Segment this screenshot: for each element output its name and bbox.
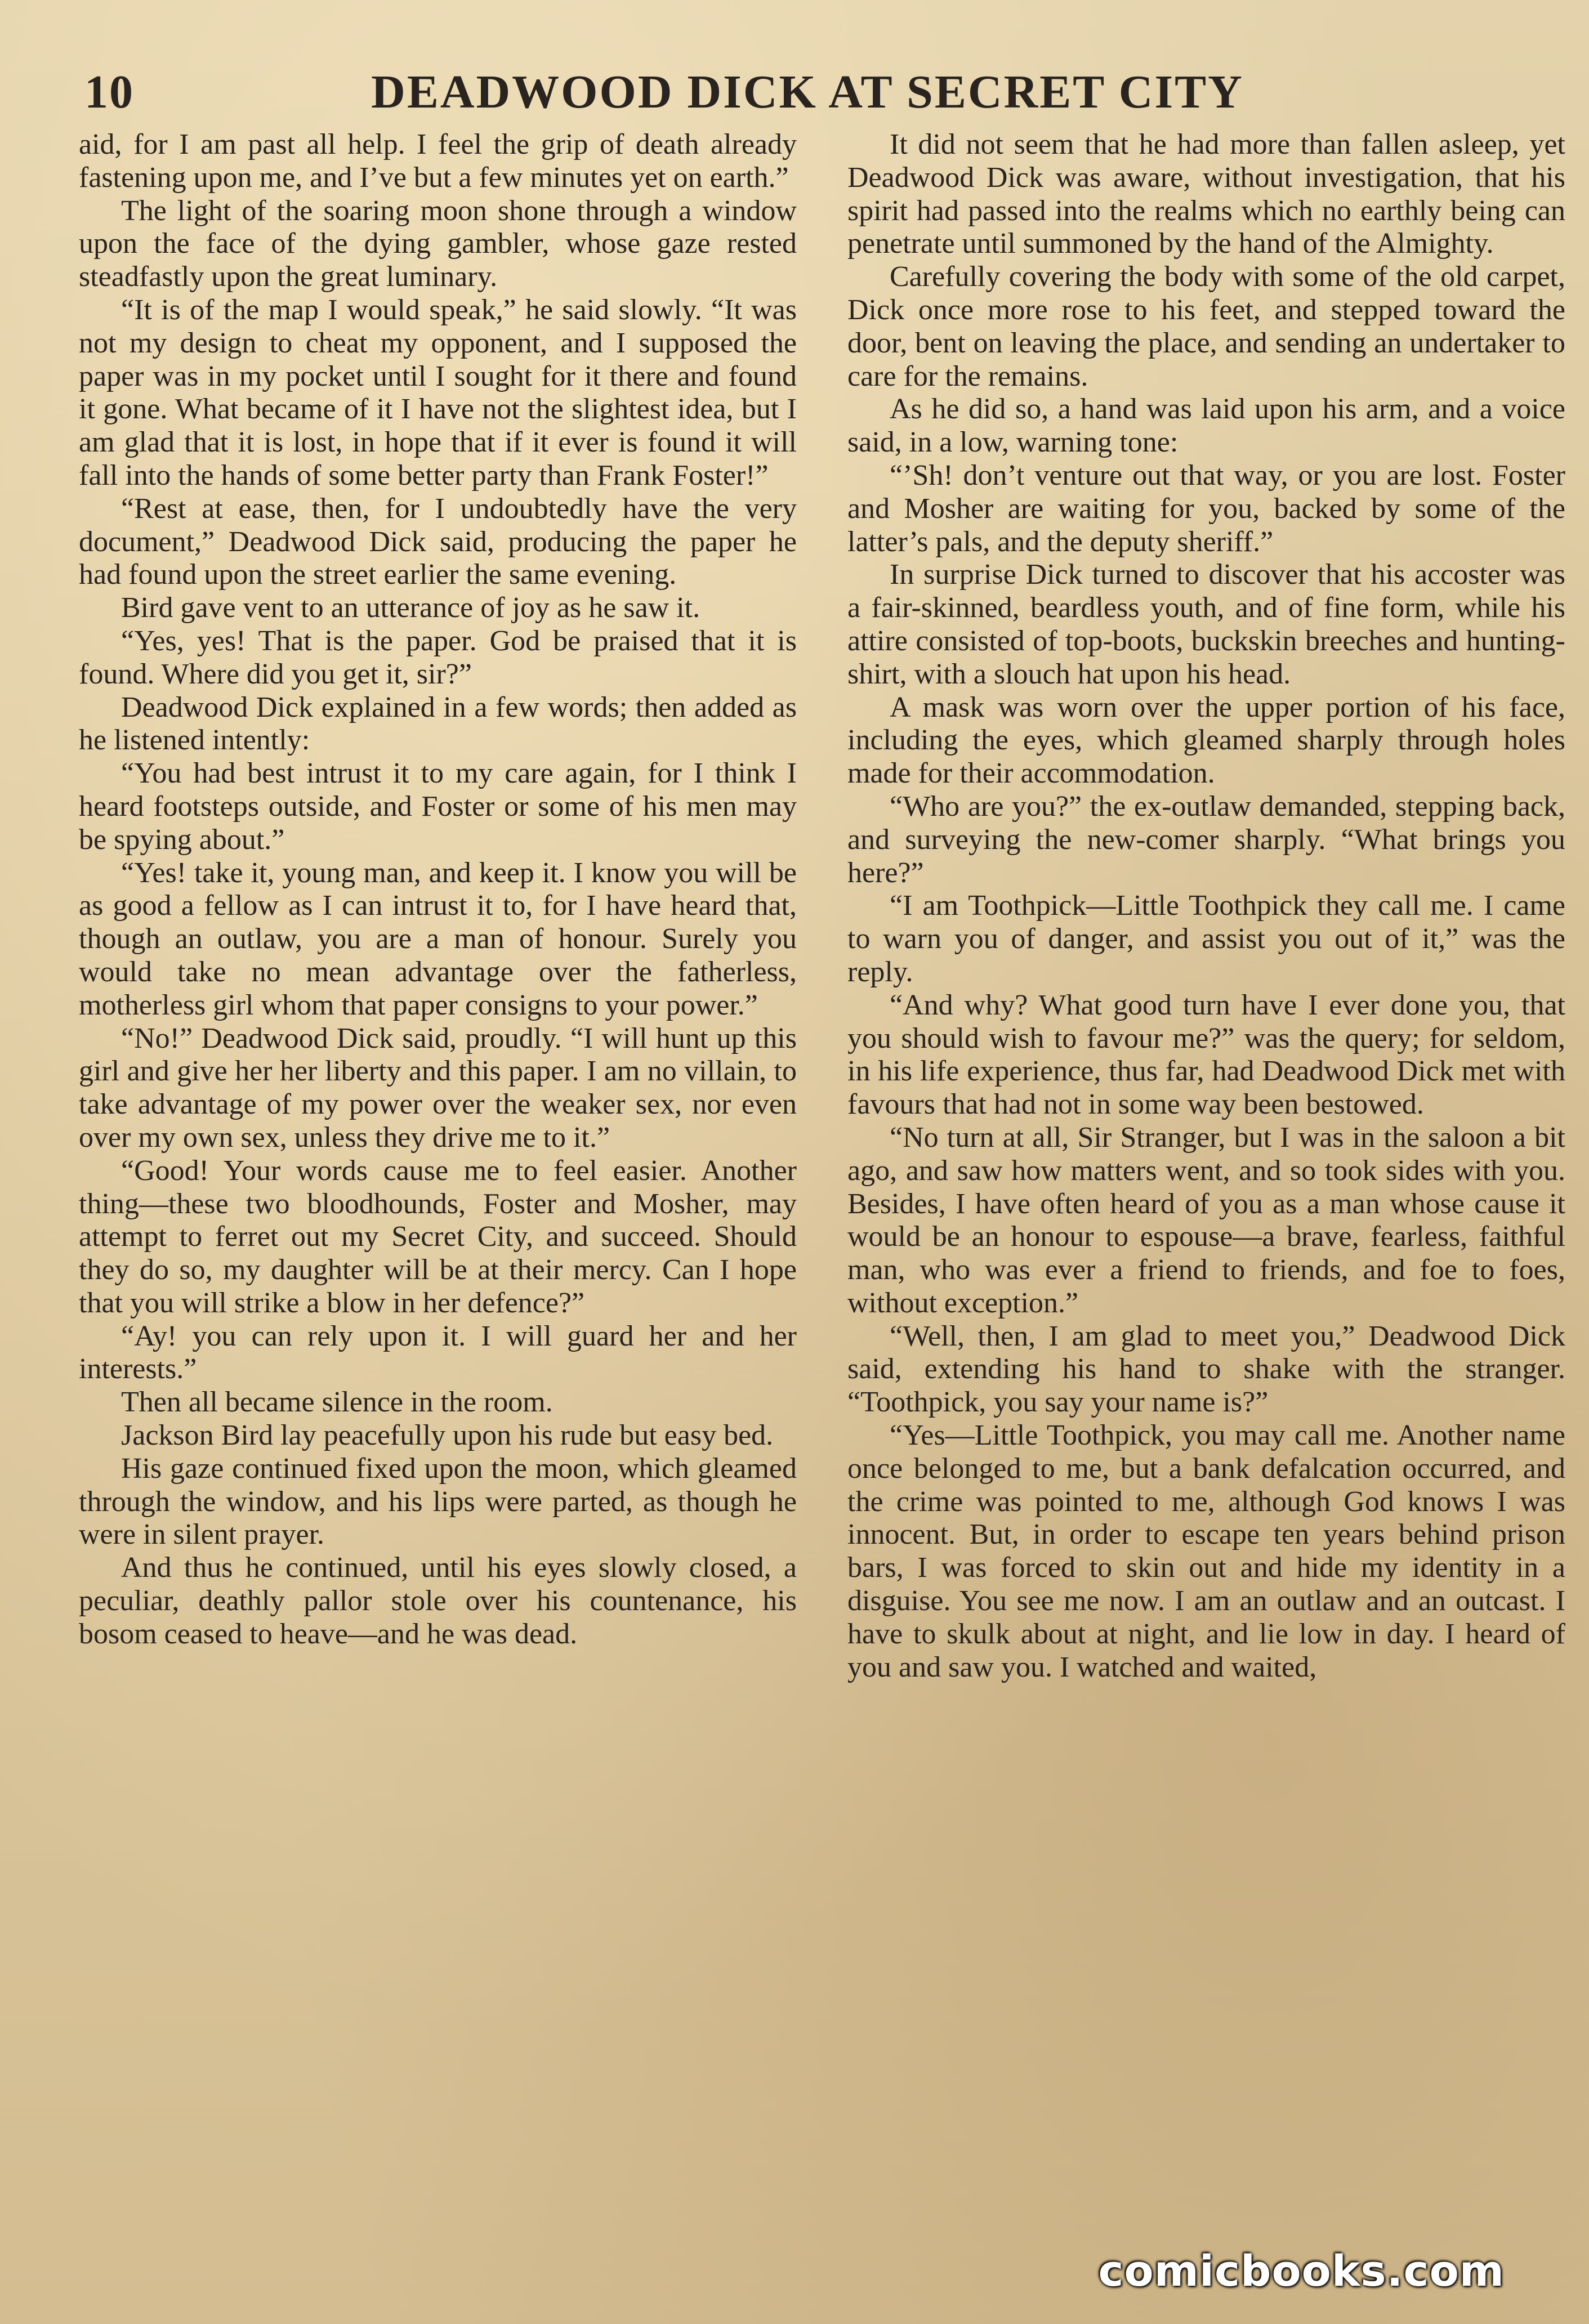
page-header xyxy=(84,61,1503,123)
paragraph: His gaze continued fixed upon the moon, which gleamed through the window, and his lips were parted, as though he were in silent prayer. xyxy=(79,1452,797,1551)
paragraph: “You had best intrust it to my care again, for I think I heard footsteps outside, and Foster or some of his men may be spying about.” xyxy=(79,757,797,856)
right-column xyxy=(847,128,1565,1684)
paragraph: And thus he continued, until his eyes slowly closed, a peculiar, deathly pallor stole over his countenance, his bosom ceased to heave—and he was dead. xyxy=(79,1552,797,1650)
paragraph: “I am Toothpick—Little Toothpick they call me. I came to warn you of danger, and assist you out of it,” was the reply. xyxy=(847,890,1565,988)
paragraph: Bird gave vent to an utterance of joy as he saw it. xyxy=(121,592,700,624)
paragraph: “Rest at ease, then, for I undoubtedly have the very document,” Deadwood Dick said, producing the paper he had found upon the street earlier the same evening. xyxy=(79,492,797,591)
paragraph: “Yes, yes! That is the paper. God be praised that it is found. Where did you get it, sir?” xyxy=(79,624,797,690)
paragraph: Carefully covering the body with some of the old carpet, Dick once more rose to his feet, and stepped toward the door, bent on leaving the place, and sending an undertaker to care for the remains. xyxy=(847,261,1565,392)
paragraph: Then all became silence in the room. xyxy=(121,1386,553,1419)
site-watermark: comicbooks.com xyxy=(1098,2246,1505,2296)
paragraph: “Yes! take it, young man, and keep it. I know you will be as good a fellow as I can intrust it to, for I have heard that, though an outlaw, you are a man of honour. Surely you would take no mean advantage over the fatherless, motherless girl whom that paper consigns to your power.” xyxy=(79,856,797,1021)
paragraph: A mask was worn over the upper portion of his face, including the eyes, which gleamed sharply through holes made for their accommodation. xyxy=(847,691,1565,790)
paragraph: “’Sh! don’t venture out that way, or you are lost. Foster and Mosher are waiting for you, backed by some of the latter’s pals, and the deputy sheriff.” xyxy=(847,459,1565,558)
paragraph: aid, for I am past all help. I feel the grip of death already fastening upon me, and I’ve but a few minutes yet on earth.” xyxy=(79,128,797,194)
paragraph: “Well, then, I am glad to meet you,” Deadwood Dick said, extending his hand to shake with the stranger. “Toothpick, you say your name is?” xyxy=(847,1320,1565,1419)
running-title: DEADWOOD DICK AT SECRET CITY xyxy=(371,65,1244,118)
left-column xyxy=(79,128,797,1651)
page-number: 10 xyxy=(84,65,134,118)
paragraph: “Who are you?” the ex-outlaw demanded, stepping back, and surveying the new-comer sharply. “What brings you here?” xyxy=(847,790,1565,889)
paragraph: “No turn at all, Sir Stranger, but I was in the saloon a bit ago, and saw how matters went, and so took sides with you. Besides, I have often heard of you as a man whose cause it would be an honour to espouse—a brave, fearless, faithful man, who was ever a friend to friends, and foe to foes, without exception.” xyxy=(847,1121,1565,1319)
paragraph: In surprise Dick turned to discover that his accoster was a fair-skinned, beardless youth, and of fine form, while his attire consisted of top-boots, buckskin breeches and hunting-shirt, with a slouch hat upon his head. xyxy=(847,558,1565,690)
paragraph: It did not seem that he had more than fallen asleep, yet Deadwood Dick was aware, without investigation, that his spirit had passed into the realms which no earthly being can penetrate until summoned by the hand of the Almighty. xyxy=(847,128,1565,260)
paragraph: The light of the soaring moon shone through a window upon the face of the dying gambler, whose gaze rested steadfastly upon the great luminary. xyxy=(79,194,797,293)
paragraph: As he did so, a hand was laid upon his arm, and a voice said, in a low, warning tone: xyxy=(847,393,1565,459)
paragraph: “Ay! you can rely upon it. I will guard her and her interests.” xyxy=(79,1320,797,1386)
paragraph: “And why? What good turn have I ever done you, that you should wish to favour me?” was the query; for seldom, in his life experience, thus far, had Deadwood Dick met with favours that had not in some way been bestowed. xyxy=(847,989,1565,1121)
paragraph: Jackson Bird lay peacefully upon his rude but easy bed. xyxy=(121,1419,774,1452)
paragraph: “Good! Your words cause me to feel easier. Another thing—these two bloodhounds, Foster and Mosher, may attempt to ferret out my Secret City, and succeed. Should they do so, my daughter will be at their mercy. Can I hope that you will strike a blow in her defence?” xyxy=(79,1154,797,1319)
paragraph: “Yes—Little Toothpick, you may call me. Another name once belonged to me, but a bank defalcation occurred, and the crime was pointed to me, although God knows I was innocent. But, in order to escape ten years behind prison bars, I was forced to skin out and hide my identity in a disguise. You see me now. I am an outlaw and an outcast. I have to skulk about at night, and lie low in day. I heard of you and saw you. I watched and waited, xyxy=(847,1419,1565,1683)
paragraph: “No!” Deadwood Dick said, proudly. “I will hunt up this girl and give her her liberty and this paper. I am no villain, to take advantage of my power over the weaker sex, nor even over my own sex, unless they drive me to it.” xyxy=(79,1022,797,1154)
paragraph: Deadwood Dick explained in a few words; then added as he listened intently: xyxy=(79,691,797,757)
paragraph: “It is of the map I would speak,” he said slowly. “It was not my design to cheat my opponent, and I supposed the paper was in my pocket until I sought for it there and found it gone. What became of it I have not the slightest idea, but I am glad that it is lost, in hope that if it ever is found it will fall into the hands of some better party than Frank Foster!” xyxy=(79,293,797,491)
